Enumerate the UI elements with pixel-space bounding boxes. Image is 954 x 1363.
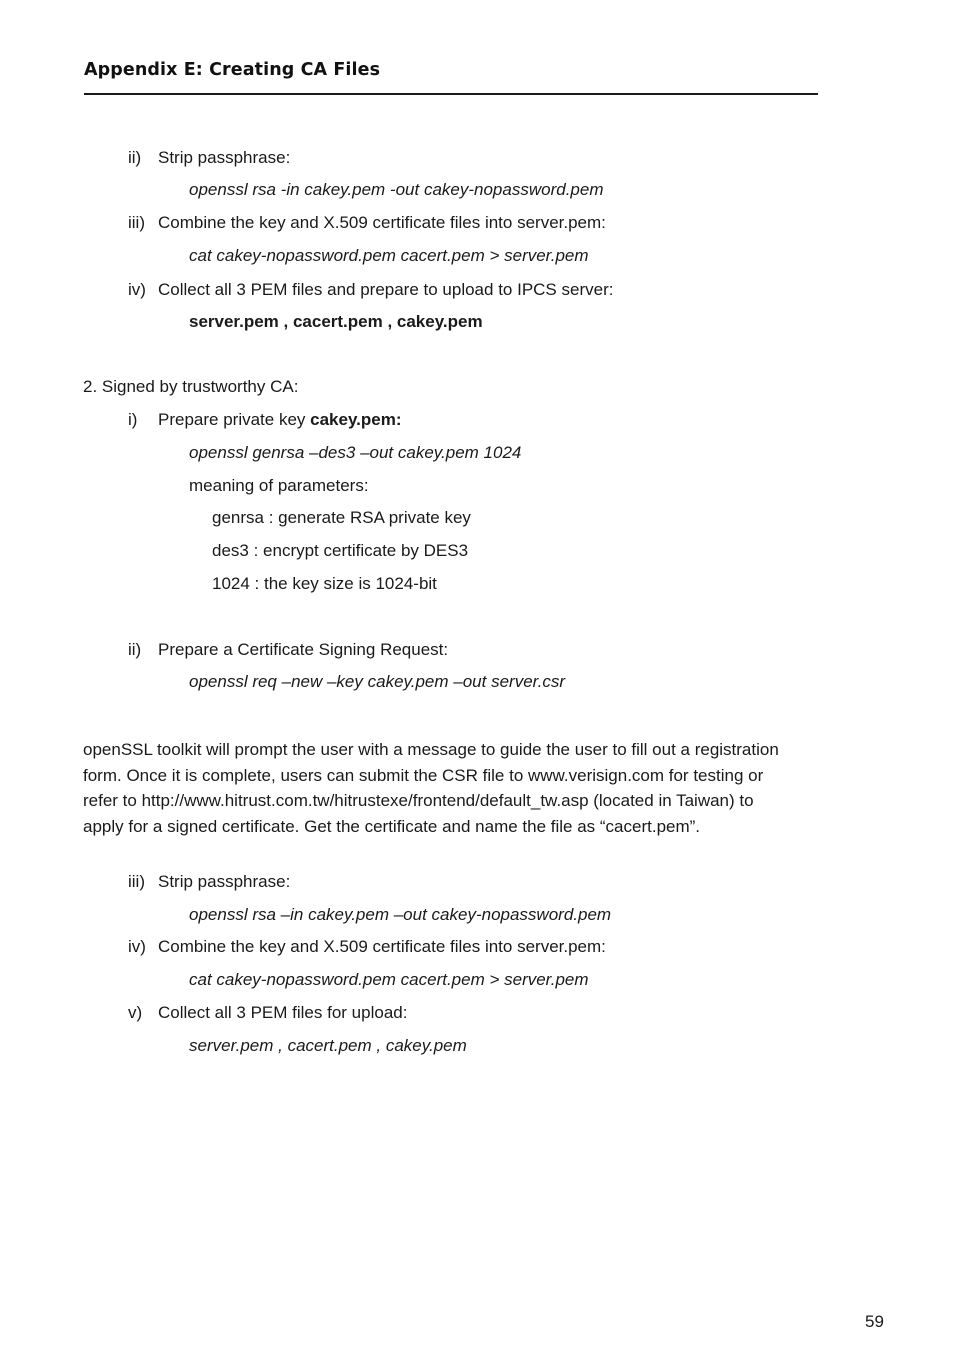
step-text: Combine the key and X.509 certificate files into server.pem: — [158, 937, 606, 956]
step-text-bold: cakey.pem: — [310, 410, 402, 429]
pem-file-list: server.pem , cacert.pem , cakey.pem — [189, 312, 483, 331]
paragraph-line: form. Once it is complete, users can submit the CSR file to www.verisign.com for testing or — [83, 765, 764, 785]
page-header-title: Appendix E: Creating CA Files — [84, 60, 381, 80]
step-text: Strip passphrase: — [158, 872, 291, 891]
step-number: iv) — [128, 280, 146, 299]
step-number: iii) — [128, 213, 145, 232]
step-number: iv) — [128, 937, 146, 956]
step-text — [158, 410, 402, 430]
command-line: openssl req –new –key cakey.pem –out server.csr — [189, 672, 566, 691]
paragraph-line: refer to http://www.hitrust.com.tw/hitrustexe/frontend/default_tw.asp (located in Taiwan) to — [83, 791, 754, 810]
step-text: Strip passphrase: — [158, 148, 291, 167]
body-paragraph — [83, 737, 823, 839]
step-number: i) — [128, 410, 138, 429]
paragraph-line: apply for a signed certificate. Get the certificate and name the file as “cacert.pem”. — [83, 816, 701, 836]
step-text: Collect all 3 PEM files and prepare to upload to IPCS server: — [158, 280, 614, 299]
param-item: 1024 : the key size is 1024-bit — [212, 574, 437, 593]
step-text: Combine the key and X.509 certificate files into server.pem: — [158, 213, 606, 232]
command-line: openssl rsa -in cakey.pem -out cakey-nopassword.pem — [189, 180, 604, 199]
step-number: v) — [128, 1003, 143, 1022]
command-line: cat cakey-nopassword.pem cacert.pem > server.pem — [189, 970, 589, 989]
step-text: Prepare a Certificate Signing Request: — [158, 640, 449, 659]
section-heading: 2. Signed by trustworthy CA: — [83, 377, 299, 396]
page-number: 59 — [865, 1312, 884, 1331]
param-item: des3 : encrypt certificate by DES3 — [212, 541, 469, 560]
command-line: cat cakey-nopassword.pem cacert.pem > server.pem — [189, 246, 589, 265]
step-text: Collect all 3 PEM files for upload: — [158, 1003, 408, 1022]
pem-file-list: server.pem , cacert.pem , cakey.pem — [189, 1036, 467, 1055]
header-divider — [84, 93, 818, 95]
step-number: ii) — [128, 640, 142, 659]
command-line: openssl genrsa –des3 –out cakey.pem 1024 — [189, 443, 522, 462]
step-text-regular: Prepare private key — [158, 410, 311, 429]
paragraph-line: openSSL toolkit will prompt the user with a message to guide the user to fill out a registration — [83, 740, 779, 759]
step-number: ii) — [128, 148, 142, 167]
command-line: openssl rsa –in cakey.pem –out cakey-nopassword.pem — [189, 905, 612, 924]
param-item: genrsa : generate RSA private key — [212, 508, 471, 527]
step-number: iii) — [128, 872, 145, 891]
params-label: meaning of parameters: — [189, 476, 369, 495]
